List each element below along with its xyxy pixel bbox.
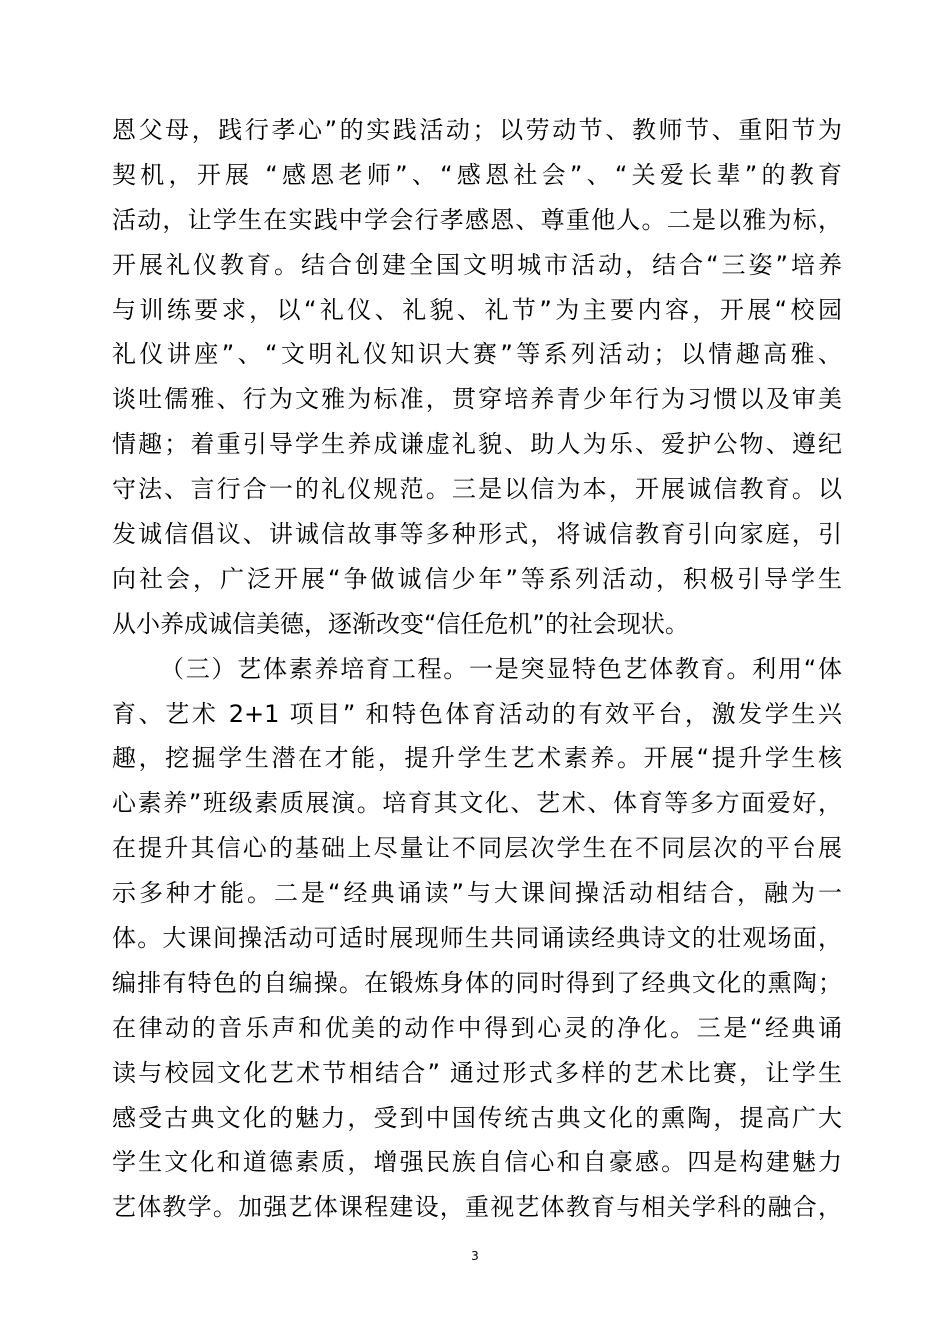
text-line: 在律动的音乐声和优美的动作中得到心灵的净化。三是“经典诵	[112, 1013, 842, 1042]
paragraph-2	[112, 647, 842, 1231]
text-line: 在提升其信心的基础上尽量让不同层次学生在不同层次的平台展	[112, 834, 842, 863]
text-line: 向社会，广泛开展“争做诚信少年”等系列活动，积极引导学生	[112, 564, 842, 593]
text-line: 开展礼仪教育。结合创建全国文明城市活动，结合“三姿”培养	[112, 250, 842, 279]
text-line: （三）艺体素养培育工程。一是突显特色艺体教育。利用“体	[160, 654, 842, 683]
text-line: 礼仪讲座”、“文明礼仪知识大赛”等系列活动；以情趣高雅、	[112, 340, 842, 369]
body-text	[112, 108, 842, 1230]
text-line: 契机，开展 “感恩老师”、“感恩社会”、“关爱长辈”的教育	[112, 160, 842, 189]
text-line: 趣，挖掘学生潜在才能，提升学生艺术素养。开展“提升学生核	[112, 744, 842, 773]
text-line: 发诚信倡议、讲诚信故事等多种形式，将诚信教育引向家庭，引	[112, 520, 842, 549]
text-line: 情趣；着重引导学生养成谦虚礼貌、助人为乐、爱护公物、遵纪	[112, 430, 842, 459]
text-line: 恩父母，践行孝心”的实践活动；以劳动节、教师节、重阳节为	[112, 116, 842, 144]
text-line: 编排有特色的自编操。在锻炼身体的同时得到了经典文化的熏陶；	[112, 968, 842, 997]
text-line: 从小养成诚信美德，逐渐改变“信任危机”的社会现状。	[112, 609, 689, 638]
text-line: 心素养”班级素质展演。培育其文化、艺术、体育等多方面爱好，	[112, 789, 842, 818]
text-line: 与训练要求，以“礼仪、礼貌、礼节”为主要内容，开展“校园	[112, 295, 842, 324]
text-line: 体。大课间操活动可适时展现师生共同诵读经典诗文的壮观场面，	[112, 924, 842, 953]
text-line: 谈吐儒雅、行为文雅为标准，贯穿培养青少年行为习惯以及审美	[112, 385, 842, 414]
text-line: 育、艺术 2+1 项目” 和特色体育活动的有效平台，激发学生兴	[112, 699, 842, 728]
text-line: 活动，让学生在实践中学会行孝感恩、尊重他人。二是以雅为标，	[112, 205, 842, 234]
text-line: 艺体教学。加强艺体课程建设，重视艺体教育与相关学科的融合，	[112, 1193, 842, 1222]
text-line: 守法、言行合一的礼仪规范。三是以信为本，开展诚信教育。以	[112, 475, 842, 504]
text-line: 示多种才能。二是“经典诵读”与大课间操活动相结合，融为一	[112, 879, 842, 908]
paragraph-1	[112, 108, 842, 647]
page-number: 3	[471, 1249, 479, 1263]
text-line: 读与校园文化艺术节相结合” 通过形式多样的艺术比赛，让学生	[112, 1058, 842, 1087]
text-line: 学生文化和道德素质，增强民族自信心和自豪感。四是构建魅力	[112, 1148, 842, 1177]
text-line: 感受古典文化的魅力，受到中国传统古典文化的熏陶，提高广大	[112, 1103, 842, 1132]
